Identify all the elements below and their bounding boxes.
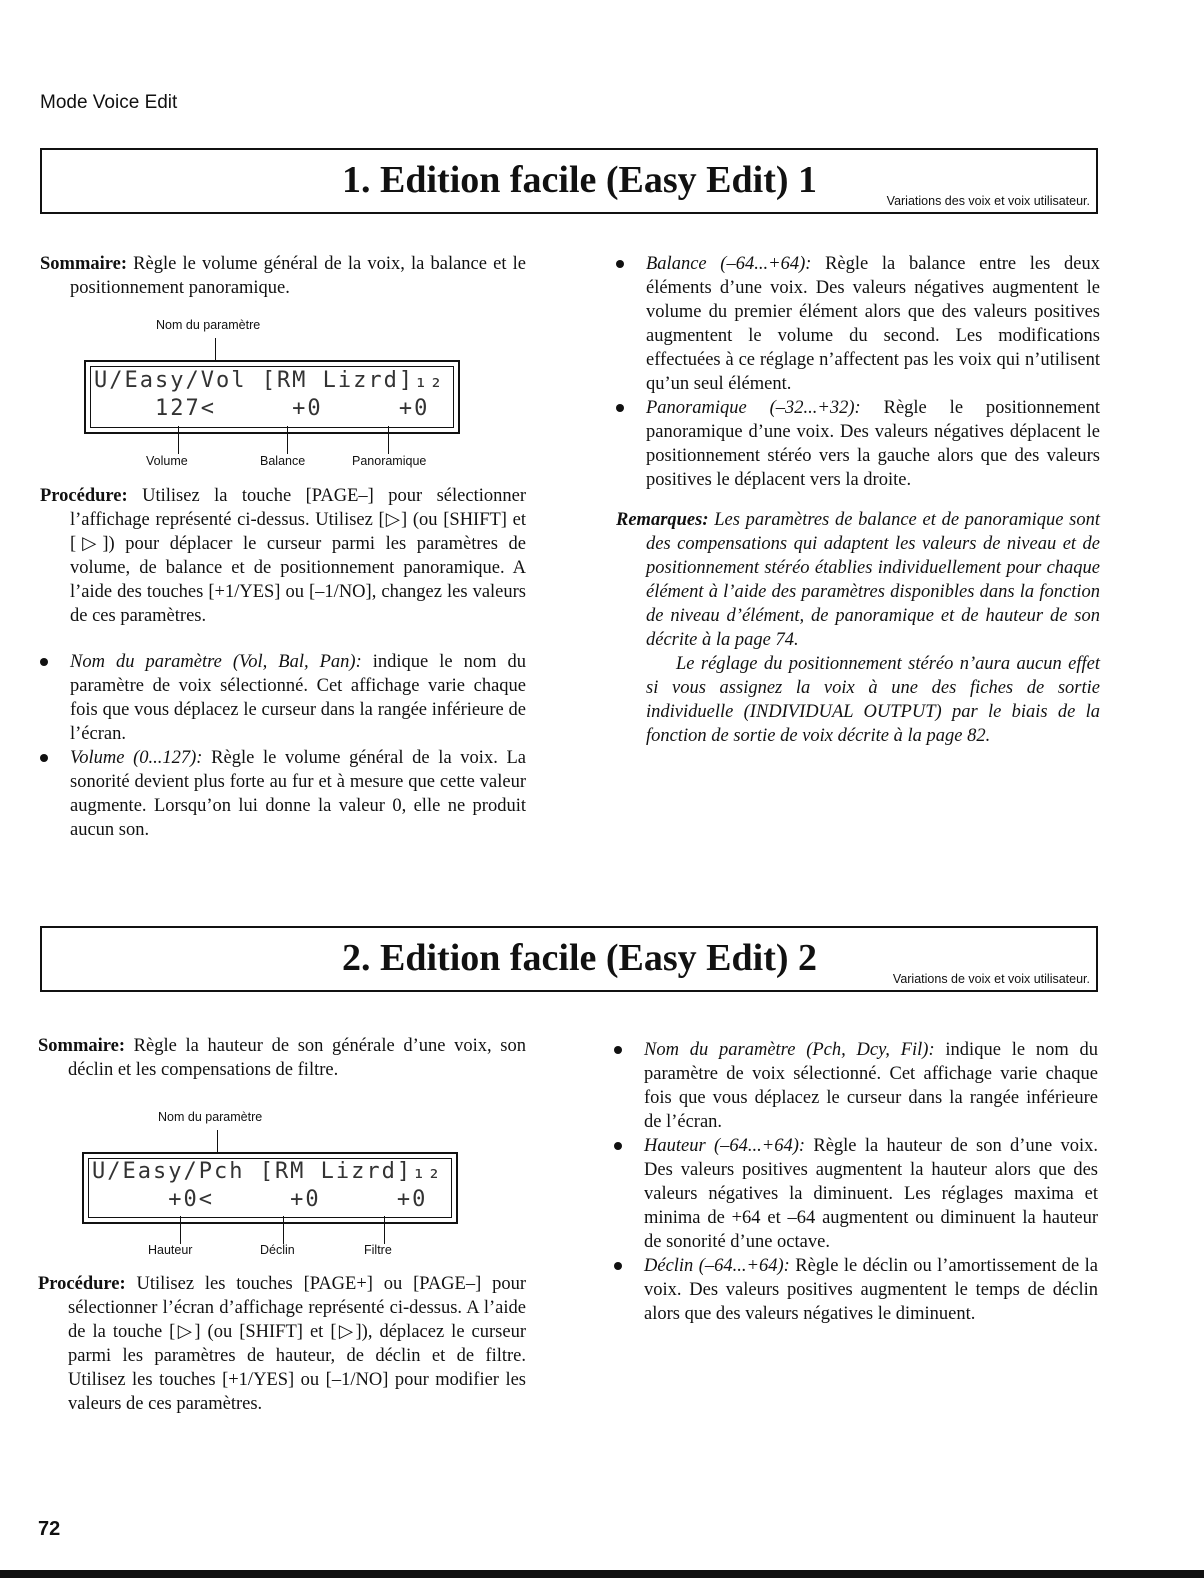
lcd-2-filter-pointer <box>384 1216 385 1244</box>
section-1-subtitle: Variations des voix et voix utilisateur. <box>886 194 1090 208</box>
lcd-2-caption-decay: Déclin <box>260 1243 295 1257</box>
section-2-bullet-param-name: Nom du paramètre (Pch, Dcy, Fil): indique le nom du paramètre de voix sélectionné. Cet affichage varie chaque fois que vous déplacez le curseur dans la rangée inférieure de l’écran. <box>614 1038 1098 1134</box>
section-1-title-box <box>40 148 1098 214</box>
section-1-summary: Sommaire: Règle le volume général de la voix, la balance et le positionnement panoramique. <box>40 254 526 298</box>
section-1-remarks: Remarques: Les paramètres de balance et de panoramique sont des compensations qui adaptent les valeurs de niveau et de positionnement stéréo établies individuellement pour chaque élément à l’aide des paramètres disponibles dans la fonction de niveau d’élément, de panoramique et de hauteur de son décrite à la page 74. Le réglage du positionnement stéréo n’aura aucun effet si vous assignez la voix à une des fiches de sortie individuelle (INDIVIDUAL OUTPUT) par le biais de la fonction de sortie de voix décrite à la page 82. <box>616 510 1100 746</box>
section-1-left-column <box>40 252 526 300</box>
lcd-1-line-1: U/Easy/Vol [RM Lizrd]₁₂ <box>94 368 445 393</box>
lcd-1-caption-pan: Panoramique <box>352 454 427 468</box>
section-2-title-box <box>40 926 1098 992</box>
section-1-bullet-volume: Volume (0...127): Règle le volume général de la voix. La sonorité devient plus forte au fur et à mesure que cette valeur augmente. Lorsqu’on lui donne la valeur 0, elle ne produit aucun son. <box>40 746 526 842</box>
section-2-left-column-2 <box>38 1272 526 1416</box>
lcd-2-param-name-label: Nom du paramètre <box>158 1110 263 1124</box>
lcd-display-2 <box>82 1110 462 1270</box>
lcd-2-line-1: U/Easy/Pch [RM Lizrd]₁₂ <box>92 1159 443 1184</box>
lcd-2-screen <box>82 1152 458 1224</box>
bottom-edge-bar <box>0 1570 1204 1578</box>
lcd-1-pan-pointer <box>388 426 389 454</box>
lcd-1-volume-pointer <box>178 426 179 454</box>
lcd-1-caption-volume: Volume <box>146 454 188 468</box>
section-2-bullet-pitch: Hauteur (–64...+64): Règle la hauteur de son d’une voix. Des valeurs positives augmentent la hauteur alors que des valeurs négatives la diminuent. Les réglages maxima et minima de +64 et –64 augmentent ou diminuent la hauteur de sonorité d’une octave. <box>614 1134 1098 1254</box>
section-2-title: 2. Edition facile (Easy Edit) 2 <box>342 937 818 979</box>
section-1-title: 1. Edition facile (Easy Edit) 1 <box>342 159 818 201</box>
lcd-2-caption-filter: Filtre <box>364 1243 392 1257</box>
section-1-right-column <box>616 252 1100 748</box>
lcd-1-param-name-label: Nom du paramètre <box>156 318 261 332</box>
lcd-2-caption-pitch: Hauteur <box>148 1243 193 1257</box>
section-2-procedure: Procédure: Utilisez les touches [PAGE+] ou [PAGE–] pour sélectionner l’écran d’affichage représenté ci-dessus. A l’aide de la touche [▷] (ou [SHIFT] et [▷]), déplacez le curseur parmi les paramètres de hauteur, de déclin et de filtre. Utilisez les touches [+1/YES] ou [–1/NO] pour modifier les valeurs de ces paramètres. <box>38 1274 526 1414</box>
running-header: Mode Voice Edit <box>40 92 178 113</box>
section-1-procedure: Procédure: Utilisez la touche [PAGE–] pour sélectionner l’affichage représenté ci-dessus. Utilisez [▷] (ou [SHIFT] et [▷]) pour déplacer le curseur parmi les paramètres de volume, de balance et de positionnement panoramique. A l’aide des touches [+1/YES] ou [–1/NO], changez les valeurs de ces paramètres. <box>40 486 526 626</box>
lcd-2-decay-pointer <box>283 1216 284 1244</box>
section-1-left-column-2 <box>40 484 526 842</box>
lcd-1-caption-balance: Balance <box>260 454 306 468</box>
section-1-bullet-param-name: Nom du paramètre (Vol, Bal, Pan): indique le nom du paramètre de voix sélectionné. Cet affichage varie chaque fois que vous déplacez le curseur dans la rangée inférieure de l’écran. <box>40 650 526 746</box>
lcd-1-line-2: 127< +0 +0 <box>94 396 430 421</box>
section-1-bullet-pan: Panoramique (–32...+32): Règle le positionnement panoramique d’une voix. Des valeurs négatives déplacent le positionnement stéréo vers la gauche alors que des valeurs positives le déplacent vers la droite. <box>616 396 1100 492</box>
section-2-summary: Sommaire: Règle la hauteur de son générale d’une voix, son déclin et les compensations de filtre. <box>38 1036 526 1080</box>
page-number: 72 <box>38 1518 61 1540</box>
section-2-right-column <box>614 1038 1098 1326</box>
lcd-1-balance-pointer <box>287 426 288 454</box>
section-2-bullet-decay: Déclin (–64...+64): Règle le déclin ou l’amortissement de la voix. Des valeurs positives augmentent le temps de déclin alors que des valeurs négatives le diminuent. <box>614 1254 1098 1326</box>
section-1-bullet-balance: Balance (–64...+64): Règle la balance entre les deux éléments d’une voix. Des valeurs négatives augmentent le volume du premier élément alors que des valeurs positives augmentent le volume du second. Les modifications effectuées à ce réglage n’affectent pas les voix qui n’utilisent qu’un seul élément. <box>616 252 1100 396</box>
lcd-display-1 <box>84 318 464 478</box>
lcd-2-line-2: +0< +0 +0 <box>92 1187 428 1212</box>
lcd-2-pitch-pointer <box>180 1216 181 1244</box>
lcd-1-screen <box>84 360 460 434</box>
section-2-subtitle: Variations de voix et voix utilisateur. <box>892 972 1090 986</box>
section-2-left-column <box>38 1034 526 1082</box>
